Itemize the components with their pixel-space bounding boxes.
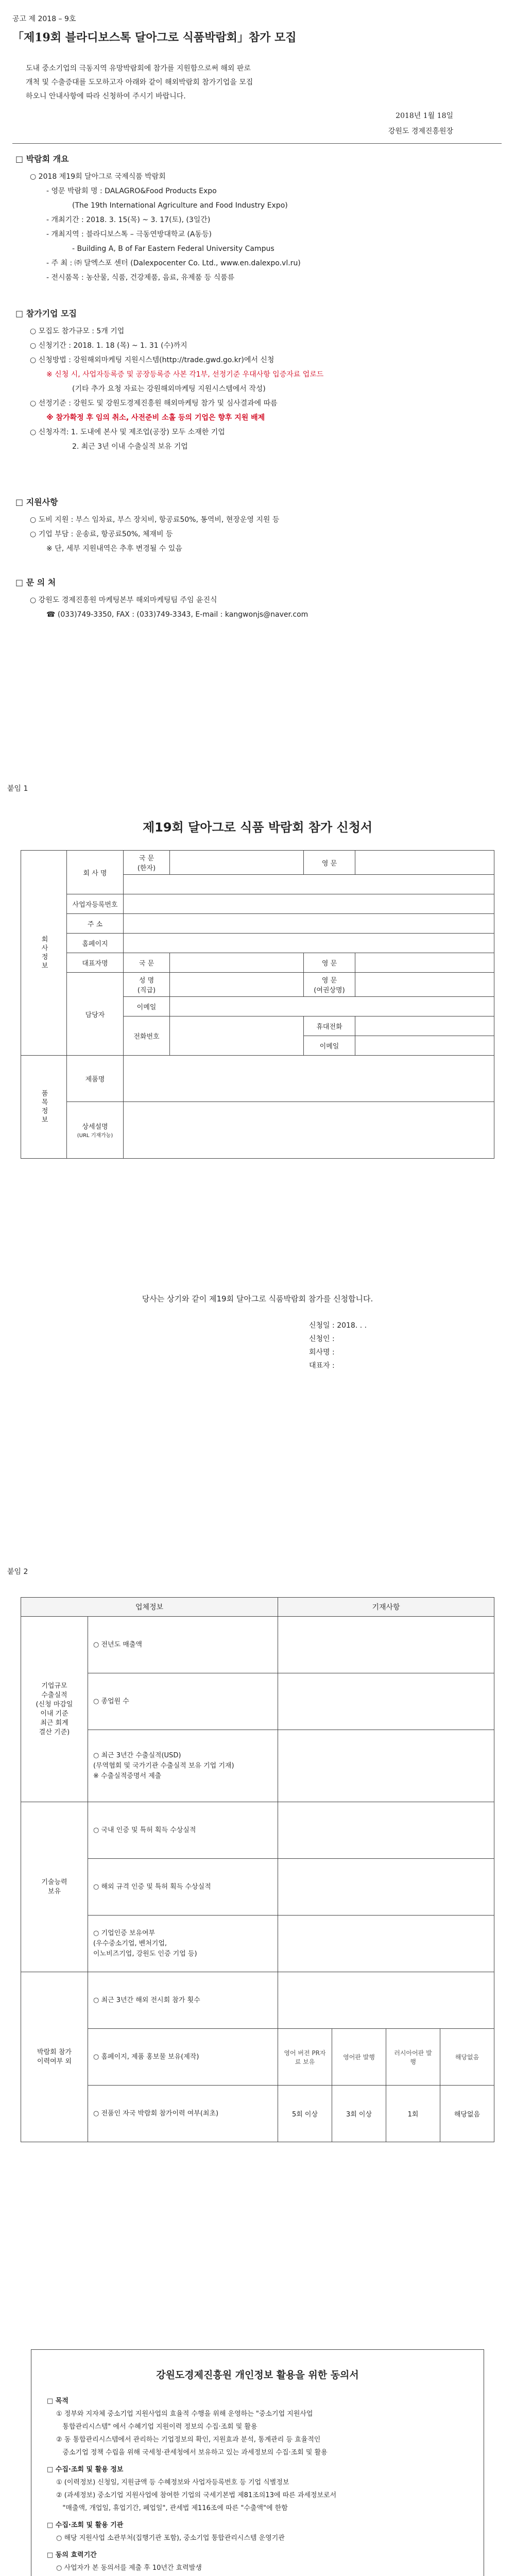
bizno-label: 사업자등록번호 <box>67 894 124 914</box>
mobile-label: 휴대전화 <box>304 1016 355 1036</box>
product-name-label: 제품명 <box>67 1056 124 1102</box>
company-name-label: 회 사 명 <box>67 851 124 894</box>
section-line: ☎ (033)749-3350, FAX : (033)749-3343, E-mail : kangwonjs@naver.com <box>46 611 308 619</box>
company-info-page <box>0 1568 515 2324</box>
divider <box>12 143 502 144</box>
product-name-field[interactable] <box>124 1056 494 1102</box>
company-name-extra[interactable] <box>124 875 494 894</box>
consent-body <box>31 2395 484 2576</box>
consent-page <box>0 2329 515 2576</box>
section-line: ○ 신청자격: 1. 도내에 본사 및 제조업(공장) 모두 소재한 기업 <box>30 428 225 436</box>
section-heading: □ 참가기업 모집 <box>15 309 77 318</box>
section-line: ※ 단, 세부 지원내역은 추후 변경될 수 있음 <box>46 545 182 553</box>
product-side-label: 품목정보 <box>21 1056 67 1159</box>
eng-label: 영 문 <box>304 851 355 875</box>
addr-label: 주 소 <box>67 914 124 934</box>
section-line: ○ 도비 지원 : 부스 임차료, 부스 장치비, 항공료50%, 통역비, 현장운영 지원 등 <box>30 516 280 524</box>
section-line: - 영문 박람회 명 : DALAGRO&Food Products Expo <box>46 187 217 195</box>
homepage-field[interactable] <box>124 934 494 953</box>
sign-company: 회사명 : <box>309 1348 335 1357</box>
consent-form <box>31 2349 484 2576</box>
entry-field[interactable] <box>278 1859 494 1916</box>
sign-date: 신청일 : 2018. . . <box>309 1321 367 1330</box>
item-cell: ○ 국내 인증 및 특허 획득 수상실적 <box>88 1802 278 1859</box>
consent-line: ② 동 통합관리시스템에서 관리하는 기업정보의 확인, 지원효과 분석, 통계관리 등 효율적인 <box>56 2436 321 2444</box>
section-heading: □ 박람회 개요 <box>15 154 69 164</box>
bizno-field[interactable] <box>124 894 494 914</box>
sign-block <box>309 1319 367 1372</box>
company-info-table <box>21 1597 494 2142</box>
item-cell: ○ 최근 3년간 해외 전시회 참가 횟수 <box>88 1972 278 2029</box>
section-line: ○ 2018 제19회 달아그로 국제식품 박람회 <box>30 173 166 181</box>
entry-field[interactable] <box>278 1617 494 1673</box>
sub-header-cell: 해당없음 <box>440 2029 494 2086</box>
notice-section <box>15 576 494 622</box>
consent-line: 통합관리시스템" 에서 수혜기업 지원이력 정보의 수집·조회 및 활용 <box>56 2423 258 2431</box>
section-line: ※ 참가확정 후 임의 취소, 사전준비 소홀 등의 기업은 향후 지원 배제 <box>46 414 265 422</box>
sub-value-cell: 3회 이상 <box>332 2086 386 2142</box>
sign-ceo: 대표자 : <box>309 1362 335 1370</box>
consent-heading: □ 목적 <box>47 2397 68 2405</box>
consent-line: ○ 해당 지원사업 소관부처(집행기관 포함), 중소기업 통합관리시스템 운영기관 <box>56 2534 285 2542</box>
tel-label: 전화번호 <box>124 1016 170 1056</box>
consent-heading: □ 동의 효력기간 <box>47 2551 97 2559</box>
item-cell: ○ 홈페이지, 제품 홍보물 보유(제작) <box>88 2029 278 2086</box>
contact-eng-label: 영 문 (여권상명) <box>304 973 355 997</box>
item-cell: ○ 전년도 매출액 <box>88 1617 278 1673</box>
page-title: 「제19회 블라디보스톡 달아그로 식품박람회」참가 모집 <box>12 31 297 44</box>
notice-agency: 강원도 경제진흥원장 <box>388 127 453 135</box>
kor-label: 국 문 (한자) <box>124 851 170 875</box>
section-line: 2. 최근 3년 이내 수출실적 보유 기업 <box>72 443 188 451</box>
company-kor-field[interactable] <box>170 851 304 875</box>
sub-value-cell: 1회 <box>386 2086 440 2142</box>
item-cell: ○ 기업인증 보유여부 (우수중소기업, 벤처기업, 이노비즈기업, 강원도 인증 기업 등) <box>88 1916 278 1972</box>
detail-field[interactable] <box>124 1102 494 1159</box>
email-field[interactable] <box>355 1036 494 1056</box>
detail-label: 상세설명 (URL 기재가능) <box>67 1102 124 1159</box>
addr-field[interactable] <box>124 914 494 934</box>
declaration: 당사는 상기와 같이 제19회 달아그로 식품박람회 참가를 신청합니다. <box>142 1294 373 1303</box>
item-cell: ○ 최근 3년간 수출실적(USD) (무역협회 및 국가기관 수출실적 보유 기업 기재) ※ 수출실적증명서 제출 <box>88 1730 278 1802</box>
sub-header-cell: 영어 버전 PR자료 보유 <box>278 2029 332 2086</box>
consent-heading: □ 수집·조회 및 활용 정보 <box>47 2466 124 2473</box>
notice-section <box>15 152 494 285</box>
intro-text <box>26 62 494 104</box>
contact-label: 담당자 <box>67 973 124 1056</box>
annex-label: 붙임 1 <box>7 785 28 793</box>
form-title: 제19회 달아그로 식품 박람회 참가 신청서 <box>142 820 373 835</box>
intro-line: 하오니 안내사항에 따라 신청하여 주시기 바랍니다. <box>26 92 186 100</box>
sub-header-cell: 러시아어판 발행 <box>386 2029 440 2086</box>
consent-line: ① (이력정보) 신청일, 지원금액 등 수혜정보와 사업자등록번호 등 기업 식별정보 <box>56 2479 289 2486</box>
section-line: ○ 선정기준 : 강원도 및 강원도경제진흥원 해외마케팅 참가 및 심사결과에 따름 <box>30 399 278 408</box>
consent-line: ① 정부와 지자체 중소기업 지원사업의 효율적 수행을 위해 운영하는 "중소기업 지원사업 <box>56 2410 313 2418</box>
ceo-kor-label: 국 문 <box>124 953 170 973</box>
email-label: 이메일 <box>304 1036 355 1056</box>
ceo-eng-field[interactable] <box>355 953 494 973</box>
sub-header-cell: 영어판 발행 <box>332 2029 386 2086</box>
notice-number: 공고 제 2018 – 9호 <box>12 15 76 23</box>
notice-page <box>0 0 515 732</box>
section-line: ※ 신청 시, 사업자등록증 및 공장등록증 사본 각1부, 선정기준 우대사항 입증자료 업로드 <box>46 370 324 379</box>
consent-heading: □ 수집·조회 및 활용 기관 <box>47 2521 124 2529</box>
company-side-label: 회사정보 <box>21 851 67 1056</box>
ceo-kor-field[interactable] <box>170 953 304 973</box>
entry-field[interactable] <box>278 1972 494 2029</box>
contact-eng-field[interactable] <box>355 973 494 997</box>
mobile-field[interactable] <box>355 1016 494 1036</box>
ceo-label: 대표자명 <box>67 953 124 973</box>
consent-line: ② (과세정보) 중소기업 지원사업에 참여한 기업의 국세기본법 제81조의13에 따른 과세정보로서 <box>56 2492 337 2499</box>
entry-field[interactable] <box>278 1730 494 1802</box>
intro-line: 도내 중소기업의 극동지역 유망박람회에 참가를 지원함으로써 해외 판로 <box>26 64 251 73</box>
contact-name-label: 성 명 (직급) <box>124 973 170 997</box>
section-line: - 개최지역 : 블라디보스톡 – 극동연방대학교 (A동등) <box>46 230 212 239</box>
contact-name-field[interactable] <box>170 973 304 997</box>
email-pre-field[interactable] <box>170 997 494 1016</box>
category-cell: 기업규모 수출실적 (신청 마감일 이내 기준 최근 회계 결산 기준) <box>21 1617 88 1802</box>
application-table <box>21 850 494 1159</box>
section-line: ○ 모집도 참가규모 : 5개 기업 <box>30 327 125 335</box>
application-form-page <box>0 773 515 1546</box>
consent-line: 중소기업 정책 수립을 위해 국세청·관세청에서 보유하고 있는 과세정보의 수집·조회 및 활용 <box>56 2449 328 2456</box>
notice-section <box>15 307 494 454</box>
head-left: 업체정보 <box>21 1598 278 1617</box>
consent-line: ○ 사업자가 본 동의서를 제출 후 10년간 효력발생 <box>56 2564 202 2572</box>
sign-applicant: 신청인 : <box>309 1335 335 1343</box>
entry-field[interactable] <box>278 1916 494 1972</box>
email-pre-label: 이메일 <box>124 997 170 1016</box>
sub-value-cell: 해당없음 <box>440 2086 494 2142</box>
section-line: (기타 추가 요청 자료는 강원해외마케팅 지원시스템에서 작성) <box>72 385 266 393</box>
section-line: (The 19th International Agriculture and Food Industry Expo) <box>72 201 288 210</box>
section-line: ○ 기업 부담 : 운송료, 항공료50%, 체재비 등 <box>30 530 173 538</box>
section-heading: □ 지원사항 <box>15 497 58 507</box>
section-line: - 전시품목 : 농산물, 식품, 건강제품, 음료, 유제품 등 식품류 <box>46 274 235 282</box>
sub-value-cell: 5회 이상 <box>278 2086 332 2142</box>
consent-title: 강원도경제진흥원 개인정보 활용을 위한 동의서 <box>156 2369 359 2381</box>
entry-field[interactable] <box>278 1802 494 1859</box>
category-cell: 박람회 참가 이력여부 외 <box>21 1972 88 2142</box>
homepage-label: 홈페이지 <box>67 934 124 953</box>
company-eng-field[interactable] <box>355 851 494 875</box>
item-cell: ○ 해외 규격 인증 및 특허 획득 수상실적 <box>88 1859 278 1916</box>
section-line: ○ 강원도 경제진흥원 마케팅본부 해외마케팅팀 주임 윤진식 <box>30 596 217 604</box>
item-cell: ○ 전품인 자국 박람회 참가이력 여부(최초) <box>88 2086 278 2142</box>
item-cell: ○ 종업원 수 <box>88 1673 278 1730</box>
intro-line: 개척 및 수출증대를 도모하고자 아래와 같이 해외박람회 참가기업을 모집 <box>26 78 253 87</box>
section-line: ○ 신청방법 : 강원해외마케팅 지원시스템(http://trade.gwd.go.kr)에서 신청 <box>30 356 274 364</box>
section-line: - Building A, B of Far Eastern Federal University Campus <box>72 245 274 253</box>
ceo-eng-label: 영 문 <box>304 953 355 973</box>
section-heading: □ 문 의 처 <box>15 578 56 587</box>
tel-field[interactable] <box>170 1016 304 1056</box>
section-line: ○ 신청기간 : 2018. 1. 18 (목) ~ 1. 31 (수)까지 <box>30 342 187 350</box>
section-line: - 개최기간 : 2018. 3. 15(목) ~ 3. 17(토), (3일간) <box>46 216 211 224</box>
entry-field[interactable] <box>278 1673 494 1730</box>
head-right: 기재사항 <box>278 1598 494 1617</box>
category-cell: 기술능력 보유 <box>21 1802 88 1972</box>
consent-line: "매출액, 개업일, 휴업기간, 폐업일", 관세법 제116조에 따른 "수출액"에 한함 <box>56 2504 288 2512</box>
notice-section <box>15 496 494 556</box>
section-line: - 주 최 : ㈜ 달엑스포 센터 (Dalexpocenter Co. Ltd., www.en.dalexpo.vl.ru) <box>46 259 301 267</box>
notice-date: 2018년 1월 18일 <box>396 112 453 120</box>
annex-label: 붙임 2 <box>7 1568 28 1576</box>
